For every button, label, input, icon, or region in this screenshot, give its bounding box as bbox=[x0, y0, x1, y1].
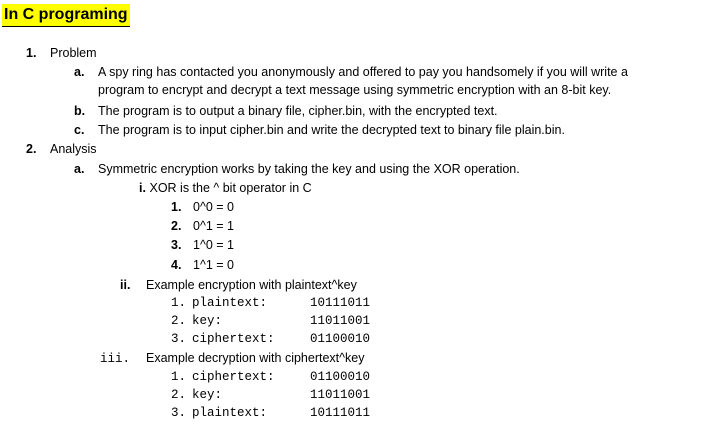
list-marker: b. bbox=[74, 104, 86, 118]
list-item-text: Symmetric encryption works by taking the key and using the XOR operation. bbox=[98, 162, 520, 176]
section-problem-heading bbox=[26, 44, 97, 62]
analysis-item-a bbox=[74, 160, 520, 178]
section-analysis-heading bbox=[26, 140, 97, 158]
list-marker: 3. bbox=[171, 332, 187, 346]
list-marker: 3. bbox=[171, 406, 187, 420]
list-marker: i. bbox=[139, 181, 146, 195]
list-marker: 1. bbox=[171, 296, 187, 310]
binary-value: 10111011 bbox=[310, 296, 371, 310]
list-item-text: The program is to input cipher.bin and write the decrypted text to binary file plain.bin. bbox=[98, 123, 565, 137]
row-label: ciphertext: bbox=[192, 370, 275, 384]
roman-i-item bbox=[124, 179, 312, 197]
xor-rule-2 bbox=[171, 217, 234, 235]
list-marker: 4. bbox=[171, 258, 182, 272]
list-marker: 1. bbox=[26, 46, 37, 60]
roman-ii-item bbox=[120, 276, 357, 294]
list-marker: 1. bbox=[171, 370, 187, 384]
list-marker: a. bbox=[74, 162, 85, 176]
binary-value: 01100010 bbox=[310, 332, 371, 346]
binary-value: 10111011 bbox=[310, 406, 371, 420]
list-marker: 2. bbox=[171, 314, 187, 328]
document-title: In C programing bbox=[2, 4, 130, 27]
list-marker: 2. bbox=[171, 388, 187, 402]
list-marker: 2. bbox=[171, 219, 182, 233]
list-marker: ii. bbox=[120, 278, 131, 292]
list-item-text: The program is to output a binary file, cipher.bin, with the encrypted text. bbox=[98, 104, 498, 118]
row-label: key: bbox=[192, 388, 223, 402]
row-label: plaintext: bbox=[192, 296, 268, 310]
list-item-text: XOR is the ^ bit operator in C bbox=[149, 181, 312, 195]
row-label: key: bbox=[192, 314, 223, 328]
list-marker: 2. bbox=[26, 142, 37, 156]
xor-rule-4 bbox=[171, 256, 234, 274]
problem-item-a bbox=[74, 63, 628, 81]
binary-value: 01100010 bbox=[310, 370, 371, 384]
list-marker: c. bbox=[74, 123, 85, 137]
binary-value: 11011001 bbox=[310, 388, 371, 402]
binary-value: 11011001 bbox=[310, 314, 371, 328]
list-item-text: A spy ring has contacted you anonymously and offered to pay you handsomely if you will write a bbox=[98, 65, 628, 79]
xor-rule-text: 0^1 = 1 bbox=[193, 219, 234, 233]
list-marker: 3. bbox=[171, 238, 182, 252]
section-label: Analysis bbox=[50, 142, 97, 156]
list-marker: a. bbox=[74, 65, 85, 79]
xor-rule-text: 1^1 = 0 bbox=[193, 258, 234, 272]
problem-item-c bbox=[74, 121, 565, 139]
xor-rule-1 bbox=[171, 198, 234, 216]
roman-iii-item bbox=[100, 349, 364, 368]
xor-rule-text: 0^0 = 0 bbox=[193, 200, 234, 214]
list-marker: 1. bbox=[171, 200, 182, 214]
xor-rule-3 bbox=[171, 236, 234, 254]
list-item-text: Example decryption with ciphertext^key bbox=[146, 351, 365, 365]
list-item-text: Example encryption with plaintext^key bbox=[146, 278, 357, 292]
row-label: plaintext: bbox=[192, 406, 268, 420]
row-label: ciphertext: bbox=[192, 332, 275, 346]
problem-item-b bbox=[74, 102, 498, 120]
problem-item-a-continuation: program to encrypt and decrypt a text message using symmetric encryption with an 8-bit key. bbox=[98, 83, 612, 97]
section-label: Problem bbox=[50, 46, 97, 60]
list-marker: iii. bbox=[100, 352, 131, 366]
xor-rule-text: 1^0 = 1 bbox=[193, 238, 234, 252]
